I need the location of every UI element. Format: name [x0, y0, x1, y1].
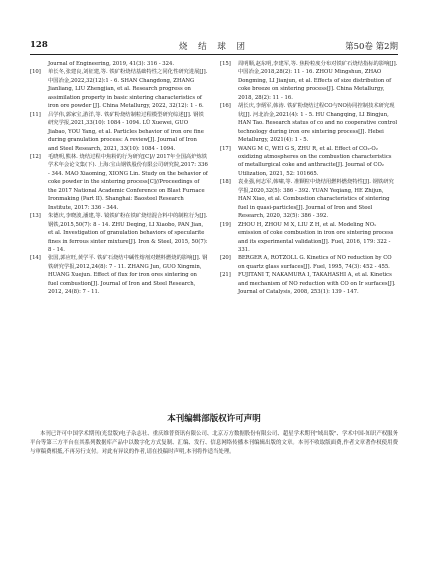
reference-item [220, 271, 398, 296]
reference-number: [20] [220, 255, 231, 262]
reference-text: FUJITANI T, NAKAMURA I, TAKAHASHI A, et al. Kinetics and mechanism of NO reduction with CO on Ir surfaces[J]. Journal of Catalysis, 2008, 253(1): 139 - 147. [238, 272, 396, 296]
reference-text: 单长冬,张建良,刘征建,等. 铁矿粉烧结基础特性之同化性研究进展[J]. 中国冶金,2022,32(12):1 - 6. SHAN Changdong, ZHANG Jianliang, LIU Zhengjian, et al. Research progress on assimilation property in basic sintering characteristics of iron ore powder [J]. China Metallurgy, 2022, 32(12): 1 - 6. [48, 69, 208, 110]
reference-number: [17] [220, 145, 231, 152]
reference-number: [16] [220, 103, 231, 110]
reference-number: [11] [30, 111, 41, 118]
reference-text: Journal of Engineering, 2019, 41(3): 316 - 324. [48, 61, 175, 67]
reference-text: 毛晓明,熊林. 烧结过程中焦粉的行为研究[C]// 2017年全国高炉炼铁学术年会论文集(下). 上海:宝山钢铁股份有限公司研究院,2017: 336 - 344. MAO Xiaoming, XIONG Lin. Study on the behavior of coke powder in the sintering process[C]//Proceedings of the 2017 National Academic Conference on Blast Furnace Ironmaking (Part II). Shanghai: Baosteel Research Institute, 2017: 336 - 344. [48, 153, 208, 211]
reference-text: 张国,郭应旺,黄学平. 铁矿石烧结中碱性熔剂对燃料燃烧的影响[J]. 钢铁研究学报,2012,24(8): 7 - 11. ZHANG Jun, GUO Xingmin, HUANG Xuejun. Effect of flux for iron ores sintering on fuel combustion[J]. Journal of Iron and Steel Research, 2012, 24(8): 7 - 11. [48, 255, 208, 296]
reference-text: 朱德庆,李晓波,潘建,等. 镜铁矿粉在铁矿烧结混合料中的制粒行为[J]. 钢铁,2015,50(7): 8 - 14. ZHU Deqing, LI Xiaobo, PAN Jian, et al. Investigation of granulation behaviors of specularite fines in ferrous sinter mixture[J]. Iron & Steel, 2015, 50(7): 8 - 14. [48, 213, 208, 253]
reference-number: [10] [30, 69, 41, 76]
page-number: 128 [30, 40, 48, 50]
reference-text: WANG M C, WEI G S, ZHU R, et al. Effect of CO₂-O₂ oxidizing atmospheres on the combustion characteristics of metallurgical coke and anthracite[J]. Journal of CO₂ Utilization, 2021, 52: 101665. [238, 145, 392, 177]
issue-label: 第50卷 第2期 [345, 42, 398, 52]
reference-item [30, 212, 208, 254]
reference-item [30, 68, 208, 110]
reference-text: 吕学伟,郭家宝,游洋,等. 铁矿粉烧结制粒过程模型研究综述[J]. 钢铁研究学报,2021,33(10): 1084 - 1094. LÜ Xuewei, GUO Jiabao, YOU Yang, et al. Particles behavior of iron ore fine during granulation process: A review[J]. Journal of Iron and Steel Research, 2021, 33(10): 1084 - 1094. [48, 111, 204, 152]
reference-number: [14] [30, 255, 41, 262]
running-header [30, 40, 398, 55]
reference-number: [13] [30, 213, 41, 220]
reference-number: [15] [220, 61, 231, 67]
reference-item [30, 254, 208, 296]
reference-item [220, 254, 398, 271]
reference-item [30, 60, 208, 68]
reference-text: 周明顺,赵东明,李建军,等. 焦粉粒度分布对铁矿石烧结指标的影响[J]. 中国冶金,2018,28(2): 11 - 16. ZHOU Mingshun, ZHAO Dongming, LI Jianjun, et al. Effects of size distribution of coke breeze on sintering process[J]. China Metallurgy, 2018, 28(2): 11 - 16. [238, 61, 398, 101]
reference-item [220, 145, 398, 179]
notice-body: 本刊已许可中国学术期刊(光盘版)电子杂志社、重庆维普资讯有限公司、北京万方数据股份有限公司、超星学术期刊"域出版"、学术中国-知识产权服务平台等第三方平台在其系列数据库产品中以数字化方式复制、汇编、发行、信息网络传播本刊编辑出版的文章。本刊不收取版面费,作者文章著作权使用费与审稿费相抵,不再另行支付。对此有异议的作者,请在投稿时声明,本刊将作适当处理。 [30, 431, 398, 455]
reference-item [220, 60, 398, 102]
reference-item [30, 111, 208, 153]
left-column [30, 60, 208, 395]
reference-number: [21] [220, 272, 231, 279]
right-column [220, 60, 398, 395]
reference-number: [12] [30, 153, 41, 160]
reference-list [30, 60, 398, 395]
reference-number: [18] [220, 179, 231, 186]
reference-item [220, 221, 398, 255]
reference-text: BERGER A, ROTZOLL G. Kinetics of NO reduction by CO on quartz glass surfaces[J]. Fuel, 1995, 74(3): 452 - 455. [238, 255, 392, 270]
reference-text: 袁业强,何志军,韩啸,等. 准颗粒中烧结用燃料燃烧特性[J]. 钢铁研究学报,2020,32(5): 386 - 392. YUAN Yeqiang, HE Zhijun, HAN Xiao, et al. Combustion characteristics of sintering fuel in quasi-particles[J]. Journal of Iron and Steel Research, 2020, 32(5): 386 - 392. [238, 179, 394, 220]
reference-item [30, 153, 208, 212]
journal-name: 烧 结 球 团 [178, 42, 250, 52]
reference-number: [19] [220, 221, 231, 228]
reference-item [220, 178, 398, 220]
reference-item [220, 102, 398, 144]
reference-text: ZHOU H, ZHOU M X, LIU Z H, et al. Modeling NOₓ emission of coke combustion in iron ore sintering process and its experimental validation[J]. Fuel, 2016, 179: 322 - 331. [238, 221, 394, 253]
reference-text: 胡长庆,李炳军,韩涛. 铁矿粉烧结过程CO与NO协同控制技术研究现状[J]. 河北冶金,2021(4): 1 - 5. HU Changqing, LI Bingjun, HAN Tao. Research status of co and no cooperative control technology during iron ore sintering process[J]. Hebei Metallurgy, 2021(4): 1 - 5. [238, 103, 398, 144]
notice-title: 本刊编辑部版权许可声明 [167, 414, 261, 424]
